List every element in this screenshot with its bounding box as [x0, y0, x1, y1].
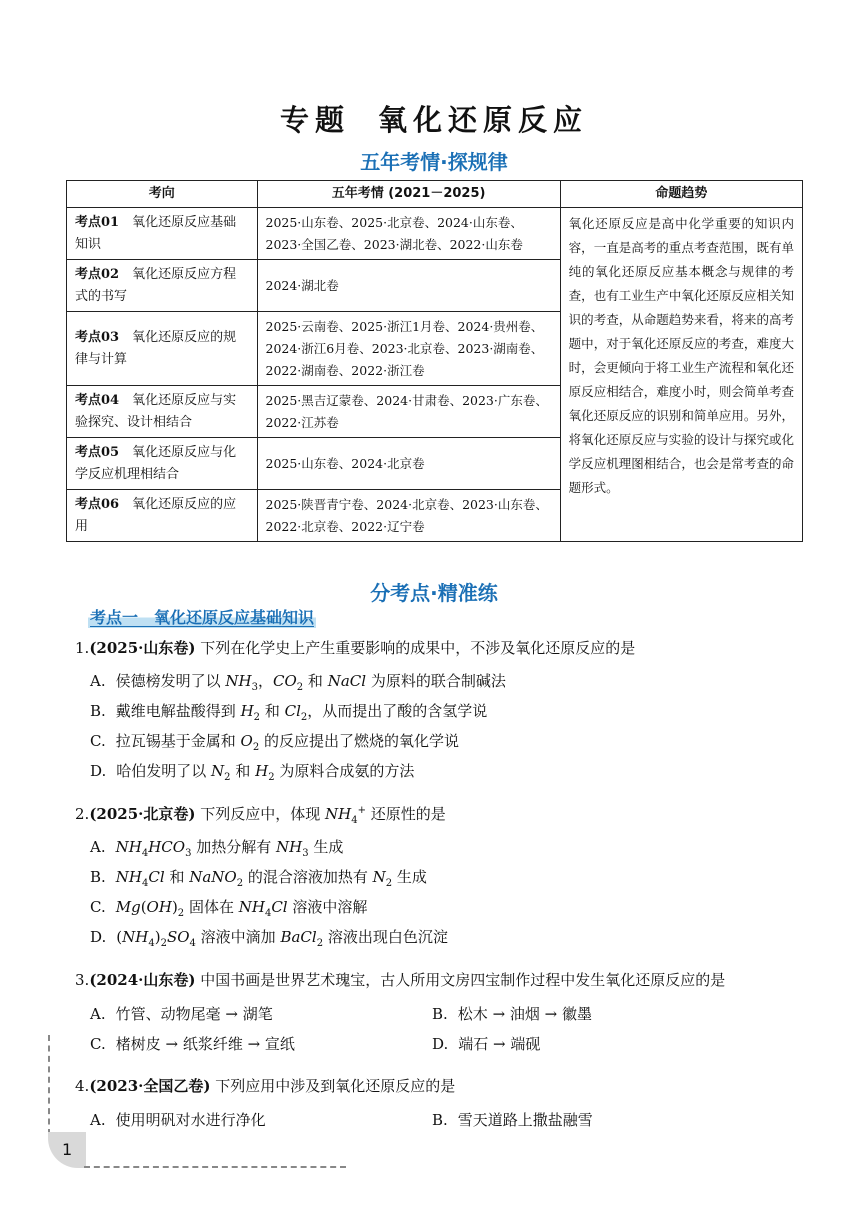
- overview-subtitle: 五年考情·探规律: [360, 150, 508, 174]
- page-title: [0, 98, 868, 139]
- years-cell: 2025·黑吉辽蒙卷、2024·甘肃卷、2023·广东卷、2022·江苏卷: [257, 386, 560, 438]
- q2-option-a[interactable]: A. $NH_4HCO_3$ 加热分解有 $NH_3$ 生成: [90, 838, 344, 859]
- years-cell: 2025·云南卷、2025·浙江1月卷、2024·贵州卷、2024·浙江6月卷、2023·北京卷、2023·湖南卷、2022·湖南卷、2022·浙江卷: [257, 312, 560, 386]
- margin-dashed-line: [48, 1035, 50, 1135]
- q1-option-a[interactable]: A. 侯德榜发明了以 $NH_3$，$CO_2$ 和 NaCl 为原料的联合制碱法: [90, 672, 506, 693]
- header-topic: 考向: [67, 181, 258, 208]
- topic-cell: 考点04 氧化还原反应与实验探究、设计相结合: [67, 386, 258, 438]
- years-cell: 2025·陕晋青宁卷、2024·北京卷、2023·山东卷、2022·北京卷、2022·辽宁卷: [257, 490, 560, 542]
- q1-option-d[interactable]: D. 哈伯发明了以 $N_2$ 和 $H_2$ 为原料合成氨的方法: [90, 762, 415, 783]
- q3-option-d[interactable]: D. 端石 → 端砚: [432, 1035, 541, 1053]
- topic-cell: 考点05 氧化还原反应与化学反应机理相结合: [67, 438, 258, 490]
- title-topic-label: 专题: [279, 103, 350, 137]
- q4-option-a[interactable]: A. 使用明矾对水进行净化: [90, 1111, 266, 1129]
- topic-cell: 考点02 氧化还原反应方程式的书写: [67, 260, 258, 312]
- table-header-row: [67, 181, 803, 208]
- years-cell: 2025·山东卷、2025·北京卷、2024·山东卷、2023·全国乙卷、2023·湖北卷、2022·山东卷: [257, 208, 560, 260]
- q3-option-b[interactable]: B. 松木 → 油烟 → 徽墨: [432, 1005, 593, 1023]
- question-2: 2.(2025·北京卷) 下列反应中，体现 $NH_4^+$ 还原性的是: [75, 805, 446, 826]
- q2-option-d[interactable]: D. $(NH_4)_2SO_4$ 溶液中滴加 BaCl$_2$ 溶液出现白色沉淀: [90, 928, 448, 949]
- section-heading: 考点一 氧化还原反应基础知识: [88, 605, 316, 628]
- q3-option-a[interactable]: A. 竹管、动物尾毫 → 湖笔: [90, 1005, 273, 1023]
- exam-overview-table: [66, 180, 803, 542]
- footer-dashed-line: [84, 1166, 346, 1168]
- q2-option-c[interactable]: C. $Mg(OH)_2$ 固体在 $NH_4Cl$ 溶液中溶解: [90, 898, 368, 919]
- question-4: 4.(2023·全国乙卷) 下列应用中涉及到氧化还原反应的是: [75, 1077, 456, 1095]
- q1-option-b[interactable]: B. 戴维电解盐酸得到 $H_2$ 和 $Cl_2$，从而提出了酸的含氢学说: [90, 702, 488, 723]
- years-cell: 2025·山东卷、2024·北京卷: [257, 438, 560, 490]
- trend-cell: 氧化还原反应是高中化学重要的知识内容，一直是高考的重点考查范围，既有单纯的氧化还原反应基本概念与规律的考查，也有工业生产中氧化还原反应相关知识的考查，从命题趋势来看，将来的高考题中，对于氧化还原反应的考查，难度大时，会更倾向于将工业生产流程和氧化还原反应相结合，难度小时，则会简单考查氧化还原反应的识别和简单应用。另外，将氧化还原反应与实验的设计与探究或化学反应机理图相结合，也会是常考查的命题形式。: [560, 208, 802, 542]
- q4-option-b[interactable]: B. 雪天道路上撒盐融雪: [432, 1111, 593, 1129]
- header-trend: 命题趋势: [560, 181, 802, 208]
- page-number: 1: [62, 1140, 73, 1159]
- topic-cell: 考点06 氧化还原反应的应用: [67, 490, 258, 542]
- q2-option-b[interactable]: B. $NH_4Cl$ 和 NaNO$_2$ 的混合溶液加热有 $N_2$ 生成: [90, 868, 427, 889]
- q1-option-c[interactable]: C. 拉瓦锡基于金属和 $O_2$ 的反应提出了燃烧的氧化学说: [90, 732, 459, 753]
- question-3: 3.(2024·山东卷) 中国书画是世界艺术瑰宝，古人所用文房四宝制作过程中发生氧化还原反应的是: [75, 971, 726, 989]
- title-topic-name: 氧化还原反应: [378, 103, 589, 137]
- years-cell: 2024·湖北卷: [257, 260, 560, 312]
- topic-cell: 考点01 氧化还原反应基础知识: [67, 208, 258, 260]
- practice-subtitle: 分考点·精准练: [370, 581, 498, 605]
- q3-option-c[interactable]: C. 楮树皮 → 纸浆纤维 → 宣纸: [90, 1035, 295, 1053]
- question-1: 1.(2025·山东卷) 下列在化学史上产生重要影响的成果中，不涉及氧化还原反应的是: [75, 639, 636, 657]
- table-row: [67, 208, 803, 260]
- topic-cell: 考点03 氧化还原反应的规律与计算: [67, 312, 258, 386]
- header-years: 五年考情 (2021－2025): [257, 181, 560, 208]
